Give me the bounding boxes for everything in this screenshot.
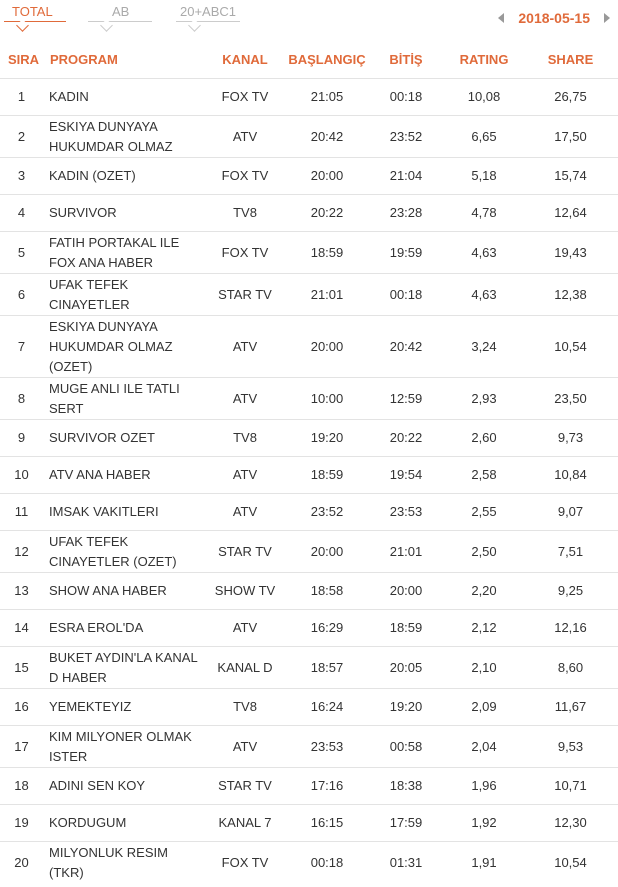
cell-end-time: 20:05 [367, 647, 445, 689]
cell-program: SURVIVOR OZET [43, 420, 203, 457]
cell-end-time: 00:18 [367, 79, 445, 116]
cell-channel: KANAL 7 [203, 805, 287, 842]
cell-start-time: 00:18 [287, 842, 367, 884]
table-row [0, 842, 618, 884]
cell-rating: 2,10 [445, 647, 523, 689]
cell-channel: ATV [203, 610, 287, 647]
cell-channel: ATV [203, 316, 287, 378]
table-row [0, 647, 618, 689]
cell-rank: 8 [0, 378, 43, 420]
cell-share: 26,75 [523, 79, 618, 116]
cell-channel: ATV [203, 726, 287, 768]
cell-program: ESKIYA DUNYAYA HUKUMDAR OLMAZ [43, 116, 203, 158]
cell-rating: 1,91 [445, 842, 523, 884]
tab-bar [0, 0, 618, 40]
cell-start-time: 18:57 [287, 647, 367, 689]
table-row [0, 79, 618, 116]
cell-rank: 14 [0, 610, 43, 647]
cell-start-time: 18:59 [287, 457, 367, 494]
cell-channel: FOX TV [203, 79, 287, 116]
cell-rating: 2,60 [445, 420, 523, 457]
cell-rank: 19 [0, 805, 43, 842]
cell-rating: 2,04 [445, 726, 523, 768]
cell-rating: 6,65 [445, 116, 523, 158]
cell-rank: 12 [0, 531, 43, 573]
cell-start-time: 20:00 [287, 316, 367, 378]
cell-end-time: 19:59 [367, 232, 445, 274]
cell-rating: 3,24 [445, 316, 523, 378]
cell-rating: 1,92 [445, 805, 523, 842]
col-header-sira[interactable]: SIRA [8, 51, 40, 67]
col-header-baslangic[interactable]: BAŞLANGIÇ [288, 51, 366, 67]
cell-channel: ATV [203, 378, 287, 420]
date-label: 2018-05-15 [518, 10, 590, 26]
col-header-kanal[interactable]: KANAL [222, 51, 268, 67]
cell-channel: ATV [203, 116, 287, 158]
cell-share: 10,54 [523, 842, 618, 884]
cell-share: 9,25 [523, 573, 618, 610]
cell-end-time: 00:18 [367, 274, 445, 316]
cell-start-time: 16:24 [287, 689, 367, 726]
tab-ab[interactable] [88, 4, 129, 19]
cell-rank: 4 [0, 195, 43, 232]
cell-start-time: 20:00 [287, 158, 367, 195]
cell-rating: 2,20 [445, 573, 523, 610]
cell-program: ATV ANA HABER [43, 457, 203, 494]
cell-start-time: 23:52 [287, 494, 367, 531]
cell-start-time: 21:01 [287, 274, 367, 316]
cell-start-time: 19:20 [287, 420, 367, 457]
table-body [0, 79, 618, 884]
cell-end-time: 18:38 [367, 768, 445, 805]
cell-program: ESKIYA DUNYAYA HUKUMDAR OLMAZ (OZET) [43, 316, 203, 378]
cell-end-time: 23:28 [367, 195, 445, 232]
table-header-row [0, 40, 618, 79]
cell-end-time: 01:31 [367, 842, 445, 884]
cell-end-time: 21:01 [367, 531, 445, 573]
cell-rating: 2,50 [445, 531, 523, 573]
cell-share: 10,71 [523, 768, 618, 805]
cell-rank: 5 [0, 232, 43, 274]
cell-rating: 4,78 [445, 195, 523, 232]
cell-rank: 1 [0, 79, 43, 116]
tab-20-abc1[interactable] [176, 4, 236, 19]
cell-end-time: 18:59 [367, 610, 445, 647]
cell-program: ESRA EROL'DA [43, 610, 203, 647]
cell-share: 10,54 [523, 316, 618, 378]
cell-rating: 10,08 [445, 79, 523, 116]
cell-rank: 18 [0, 768, 43, 805]
cell-rank: 16 [0, 689, 43, 726]
cell-end-time: 20:42 [367, 316, 445, 378]
prev-date-arrow-icon[interactable] [498, 13, 504, 23]
cell-channel: ATV [203, 457, 287, 494]
cell-share: 19,43 [523, 232, 618, 274]
cell-rating: 2,55 [445, 494, 523, 531]
tab-20-abc1-label: 20+ABC1 [180, 4, 237, 19]
table-row [0, 232, 618, 274]
col-header-bitis[interactable]: BİTİŞ [389, 51, 423, 67]
cell-end-time: 21:04 [367, 158, 445, 195]
cell-program: KIM MILYONER OLMAK ISTER [43, 726, 203, 768]
table-row [0, 689, 618, 726]
cell-start-time: 23:53 [287, 726, 367, 768]
cell-rating: 2,58 [445, 457, 523, 494]
cell-share: 9,53 [523, 726, 618, 768]
cell-channel: KANAL D [203, 647, 287, 689]
cell-rank: 11 [0, 494, 43, 531]
cell-end-time: 00:58 [367, 726, 445, 768]
cell-end-time: 23:53 [367, 494, 445, 531]
cell-start-time: 18:58 [287, 573, 367, 610]
table-row [0, 805, 618, 842]
cell-start-time: 16:15 [287, 805, 367, 842]
cell-end-time: 23:52 [367, 116, 445, 158]
cell-rating: 2,12 [445, 610, 523, 647]
cell-start-time: 18:59 [287, 232, 367, 274]
cell-rank: 2 [0, 116, 43, 158]
cell-rating: 1,96 [445, 768, 523, 805]
cell-channel: FOX TV [203, 232, 287, 274]
cell-program: ADINI SEN KOY [43, 768, 203, 805]
cell-end-time: 20:00 [367, 573, 445, 610]
cell-share: 10,84 [523, 457, 618, 494]
table-row [0, 195, 618, 232]
cell-program: IMSAK VAKITLERI [43, 494, 203, 531]
cell-share: 12,38 [523, 274, 618, 316]
table-row [0, 274, 618, 316]
cell-rank: 15 [0, 647, 43, 689]
cell-share: 15,74 [523, 158, 618, 195]
cell-channel: TV8 [203, 420, 287, 457]
cell-end-time: 19:54 [367, 457, 445, 494]
cell-channel: FOX TV [203, 158, 287, 195]
next-date-arrow-icon[interactable] [604, 13, 610, 23]
cell-start-time: 17:16 [287, 768, 367, 805]
cell-end-time: 19:20 [367, 689, 445, 726]
cell-channel: FOX TV [203, 842, 287, 884]
cell-share: 17,50 [523, 116, 618, 158]
cell-channel: SHOW TV [203, 573, 287, 610]
ratings-table [0, 40, 618, 883]
cell-rank: 9 [0, 420, 43, 457]
cell-rank: 17 [0, 726, 43, 768]
cell-channel: STAR TV [203, 274, 287, 316]
cell-program: FATIH PORTAKAL ILE FOX ANA HABER [43, 232, 203, 274]
cell-end-time: 17:59 [367, 805, 445, 842]
cell-program: MILYONLUK RESIM (TKR) [43, 842, 203, 884]
table-row [0, 158, 618, 195]
col-header-rating[interactable]: RATING [459, 51, 509, 67]
cell-program: SURVIVOR [43, 195, 203, 232]
cell-rank: 20 [0, 842, 43, 884]
cell-rank: 7 [0, 316, 43, 378]
cell-program: KADIN (OZET) [43, 158, 203, 195]
cell-program: KADIN [43, 79, 203, 116]
cell-share: 11,67 [523, 689, 618, 726]
table-row [0, 768, 618, 805]
cell-share: 8,60 [523, 647, 618, 689]
cell-share: 9,07 [523, 494, 618, 531]
cell-program: SHOW ANA HABER [43, 573, 203, 610]
cell-rank: 13 [0, 573, 43, 610]
table-row [0, 116, 618, 158]
cell-share: 12,16 [523, 610, 618, 647]
table-row [0, 457, 618, 494]
tab-total[interactable] [4, 4, 53, 19]
cell-start-time: 20:42 [287, 116, 367, 158]
cell-share: 9,73 [523, 420, 618, 457]
cell-start-time: 10:00 [287, 378, 367, 420]
cell-program: UFAK TEFEK CINAYETLER [43, 274, 203, 316]
cell-start-time: 20:22 [287, 195, 367, 232]
date-navigator [498, 10, 610, 26]
cell-share: 7,51 [523, 531, 618, 573]
cell-program: BUKET AYDIN'LA KANAL D HABER [43, 647, 203, 689]
cell-share: 12,30 [523, 805, 618, 842]
table-row [0, 531, 618, 573]
cell-share: 12,64 [523, 195, 618, 232]
col-header-program[interactable]: PROGRAM [50, 51, 118, 67]
cell-rank: 6 [0, 274, 43, 316]
cell-rating: 5,18 [445, 158, 523, 195]
cell-program: KORDUGUM [43, 805, 203, 842]
cell-start-time: 21:05 [287, 79, 367, 116]
table-row [0, 494, 618, 531]
table-row [0, 316, 618, 378]
cell-program: MUGE ANLI ILE TATLI SERT [43, 378, 203, 420]
tab-ab-label: AB [112, 4, 130, 19]
cell-end-time: 12:59 [367, 378, 445, 420]
cell-channel: ATV [203, 494, 287, 531]
cell-rating: 2,09 [445, 689, 523, 726]
tab-total-label: TOTAL [12, 4, 53, 19]
cell-start-time: 20:00 [287, 531, 367, 573]
table-row [0, 726, 618, 768]
cell-channel: TV8 [203, 195, 287, 232]
table-row [0, 378, 618, 420]
cell-channel: TV8 [203, 689, 287, 726]
cell-program: UFAK TEFEK CINAYETLER (OZET) [43, 531, 203, 573]
cell-start-time: 16:29 [287, 610, 367, 647]
cell-rank: 10 [0, 457, 43, 494]
cell-channel: STAR TV [203, 531, 287, 573]
table-row [0, 610, 618, 647]
cell-share: 23,50 [523, 378, 618, 420]
cell-rank: 3 [0, 158, 43, 195]
table-row [0, 573, 618, 610]
cell-rating: 4,63 [445, 232, 523, 274]
cell-end-time: 20:22 [367, 420, 445, 457]
col-header-share[interactable]: SHARE [547, 51, 594, 67]
cell-program: YEMEKTEYIZ [43, 689, 203, 726]
table-row [0, 420, 618, 457]
cell-rating: 2,93 [445, 378, 523, 420]
cell-rating: 4,63 [445, 274, 523, 316]
cell-channel: STAR TV [203, 768, 287, 805]
